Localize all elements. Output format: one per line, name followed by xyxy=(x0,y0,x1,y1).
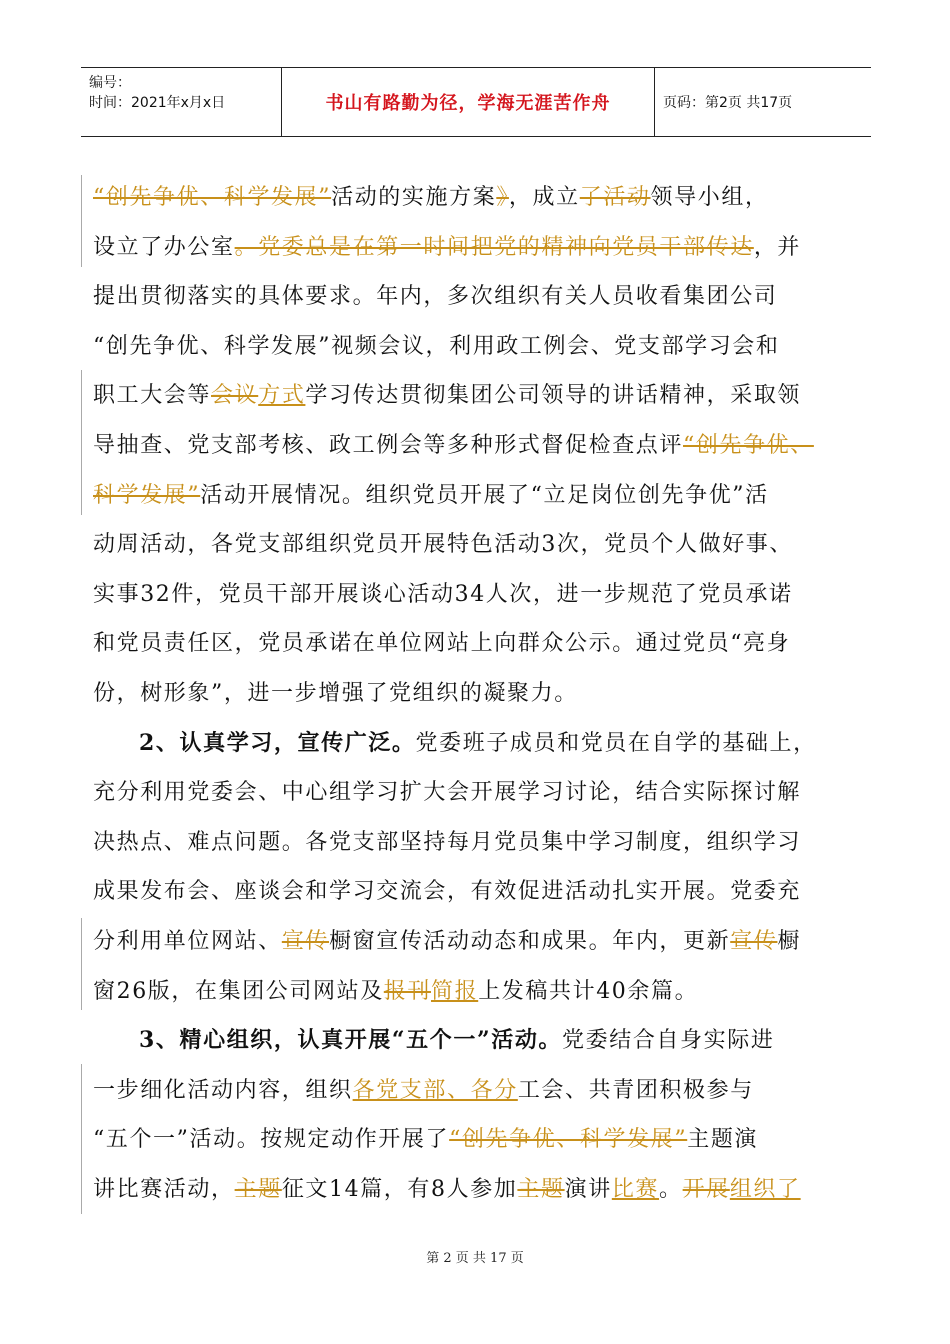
inserted-text: 方式 xyxy=(258,383,306,409)
deleted-text: 主题 xyxy=(234,1176,282,1202)
deleted-text: 科学发展” xyxy=(93,482,201,508)
change-bar xyxy=(81,175,82,267)
deleted-text: “创先争优、科学发展” xyxy=(449,1127,688,1153)
text-line: 和党员责任区，党员承诺在单位网站上向群众公示。通过党员“亮身 xyxy=(93,631,791,657)
document-body xyxy=(93,173,873,1214)
text-line: 提出贯彻落实的具体要求。年内，多次组织有关人员收看集团公司 xyxy=(93,284,778,310)
change-bar xyxy=(81,918,82,1010)
deleted-text: 开展 xyxy=(682,1176,730,1202)
deleted-text: “创先争优、科学发展” xyxy=(93,185,332,210)
header-page-info: 页码：第2页 共17页 xyxy=(663,95,793,111)
text-line: 设立了办公室。党委总是在第一时间把党的精神向党员干部传达，并 xyxy=(93,234,802,260)
text-line: 2、认真学习，宣传广泛。党委班子成员和党员在自学的基础上， xyxy=(139,729,817,756)
deleted-text: 。党委总是在第一时间把党的精神向党员干部传达 xyxy=(234,234,754,260)
inserted-text: 各党支部、各分 xyxy=(352,1077,518,1103)
text-line: “五个一”活动。按规定动作开展了“创先争优、科学发展”主题演 xyxy=(93,1127,759,1153)
text-line: 决热点、难点问题。各党支部坚持每月党员集中学习制度，组织学习 xyxy=(93,829,802,855)
text-line: 窗26版，在集团公司网站及报刊简报上发稿共计40余篇。 xyxy=(93,978,699,1004)
text-line: 一步细化活动内容，组织各党支部、各分工会、共青团积极参与 xyxy=(93,1077,754,1103)
header-divider xyxy=(654,68,655,136)
text-line: 科学发展”活动开展情况。组织党员开展了“立足岗位创先争优”活 xyxy=(93,482,769,508)
inserted-text: 比赛 xyxy=(611,1176,660,1202)
text-line: 分利用单位网站、宣传橱窗宣传活动动态和成果。年内，更新宣传橱 xyxy=(93,928,802,954)
deleted-text: 主题 xyxy=(517,1176,565,1202)
text-line: 3、精心组织，认真开展“五个一”活动。党委结合自身实际进 xyxy=(139,1027,775,1054)
section-heading: 3、精心组织，认真开展“五个一”活动。 xyxy=(139,1027,563,1054)
deleted-text: 会议 xyxy=(211,383,259,409)
text-line: 动周活动，各党支部组织党员开展特色活动3次，党员个人做好事、 xyxy=(93,532,793,558)
text-line: 实事32件，党员干部开展谈心活动34人次，进一步规范了党员承诺 xyxy=(93,581,793,607)
deleted-text: 报刊 xyxy=(383,978,431,1004)
text-line: 充分利用党委会、中心组学习扩大会开展学习讨论，结合实际探讨解 xyxy=(93,780,802,806)
text-line: 讲比赛活动，主题征文14篇，有8人参加主题演讲比赛。开展组织了 xyxy=(93,1176,801,1202)
header-meta xyxy=(89,73,279,113)
change-bar xyxy=(81,1064,82,1214)
text-line: “创先争优、科学发展”活动的实施方案》，成立了活动领导小组， xyxy=(93,185,769,210)
text-line: 职工大会等会议方式学习传达贯彻集团公司领导的讲话精神，采取领 xyxy=(93,383,802,409)
text-line: 份，树形象”，进一步增强了党组织的凝聚力。 xyxy=(93,680,578,706)
time-label: 时间：2021年x月x日 xyxy=(89,95,226,111)
header-motto: 书山有路勤为径，学海无涯苦作舟 xyxy=(325,93,611,114)
section-heading: 2、认真学习，宣传广泛。 xyxy=(139,729,416,756)
text-line: 导抽查、党支部考核、政工例会等多种形式督促检查点评“创先争优、 xyxy=(93,432,814,458)
text-line: 成果发布会、座谈会和学习交流会，有效促进活动扎实开展。党委充 xyxy=(93,879,802,905)
header-table xyxy=(81,67,871,137)
deleted-text: 》 xyxy=(496,185,509,210)
page-footer: 第 2 页 共 17 页 xyxy=(426,1251,524,1266)
deleted-text: “创先争优、 xyxy=(683,432,814,458)
deleted-text: 宣传 xyxy=(730,928,778,954)
deleted-text: 宣传 xyxy=(281,928,330,954)
deleted-text: 了活动 xyxy=(579,185,651,210)
text-line: “创先争优、科学发展”视频会议，利用政工例会、党支部学习会和 xyxy=(93,333,780,359)
inserted-text: 简报 xyxy=(431,978,479,1004)
number-label: 编号： xyxy=(89,75,131,91)
inserted-text: 组织了 xyxy=(729,1176,801,1202)
change-bar xyxy=(81,370,82,515)
